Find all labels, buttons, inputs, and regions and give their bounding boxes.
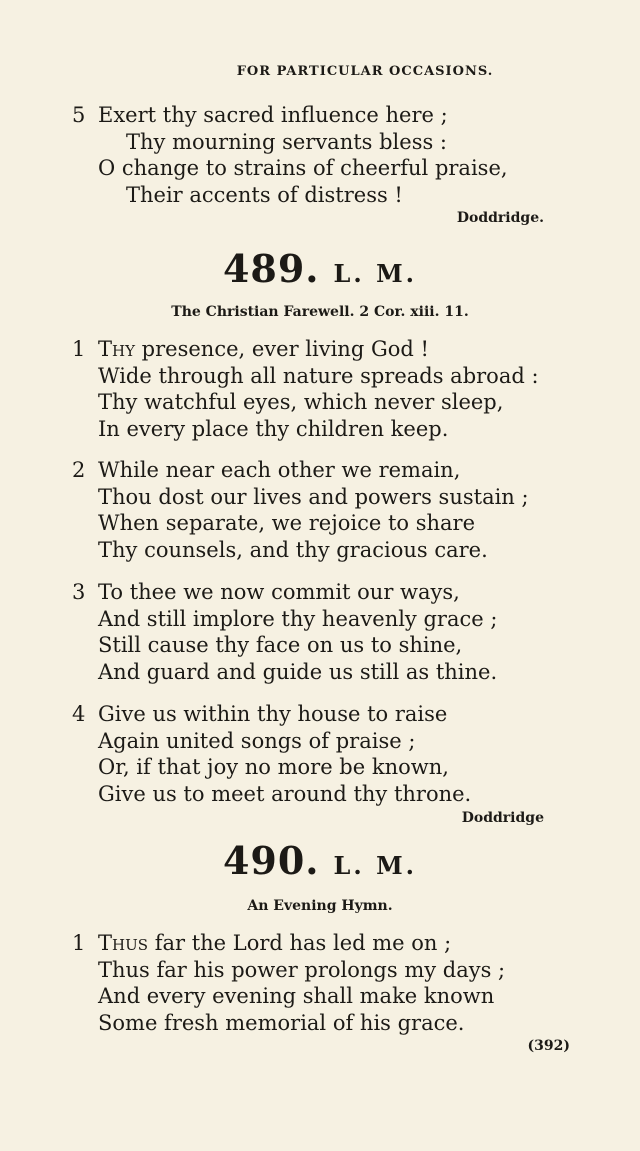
stanza-4 [72, 701, 552, 807]
verse-line: 2 While near each other we remain, [72, 458, 461, 482]
stanza-number: 2 [72, 458, 86, 482]
verse-line: 4 Give us within thy house to raise [72, 702, 448, 726]
first-word: Thy [98, 337, 135, 361]
verse-line: 5 Exert thy sacred influence here ; [72, 103, 448, 127]
hymn-heading [0, 246, 640, 291]
page-number: (392) [527, 1038, 570, 1054]
verse-line: Thou dost our lives and powers sustain ; [98, 484, 529, 509]
attribution: Doddridge [461, 810, 544, 826]
stanza-number: 1 [72, 337, 86, 361]
verse-line: 1 Thy presence, ever living God ! [72, 337, 429, 361]
verse-line: Wide through all nature spreads abroad : [98, 363, 539, 388]
hymn-heading [0, 838, 640, 883]
verse-line: In every place thy children keep. [98, 416, 449, 441]
verse-line: Thy watchful eyes, which never sleep, [98, 390, 504, 414]
stanza-number: 5 [72, 103, 86, 127]
verse-line: Their accents of distress ! [126, 182, 403, 207]
hymn-subtitle: An Evening Hymn. [247, 898, 393, 914]
verse-line: O change to strains of cheerful praise, [98, 156, 508, 180]
verse-line: Or, if that joy no more be known, [98, 755, 449, 779]
hymn-meter: L. M. [333, 851, 418, 880]
hymn-meter: L. M. [333, 259, 418, 288]
verse-line: Thy counsels, and thy gracious care. [98, 537, 488, 562]
stanza-2 [72, 457, 552, 563]
stanza-number: 1 [72, 931, 86, 955]
stanza-number: 3 [72, 580, 86, 604]
first-word: Thus [98, 931, 149, 955]
stanza-1-hymn490 [72, 930, 552, 1036]
verse-line: And still implore thy heavenly grace ; [98, 606, 498, 631]
verse-line: Some fresh memorial of his grace. [98, 1010, 465, 1035]
verse-line: Thy mourning servants bless : [126, 129, 448, 154]
hymn-subtitle: The Christian Farewell. 2 Cor. xiii. 11. [171, 304, 469, 320]
verse-line: Still cause thy face on us to shine, [98, 633, 463, 657]
stanza-1 [72, 336, 552, 442]
verse-line: And guard and guide us still as thine. [98, 659, 498, 684]
hymn-number: 490. [222, 838, 320, 883]
verse-line: 3 To thee we now commit our ways, [72, 580, 460, 604]
verse-line: Again united songs of praise ; [98, 728, 416, 753]
verse-line: Give us to meet around thy throne. [98, 781, 472, 806]
verse-line: And every evening shall make known [98, 984, 495, 1008]
attribution: Doddridge. [456, 210, 544, 226]
verse-line: 1 Thus far the Lord has led me on ; [72, 931, 452, 955]
stanza-number: 4 [72, 702, 86, 726]
hymn-number: 489. [222, 246, 320, 291]
stanza-3 [72, 579, 552, 685]
stanza-prev [72, 102, 552, 208]
verse-line: Thus far his power prolongs my days ; [98, 957, 506, 982]
verse-line: When separate, we rejoice to share [98, 511, 476, 535]
running-header: FOR PARTICULAR OCCASIONS. [236, 64, 494, 79]
